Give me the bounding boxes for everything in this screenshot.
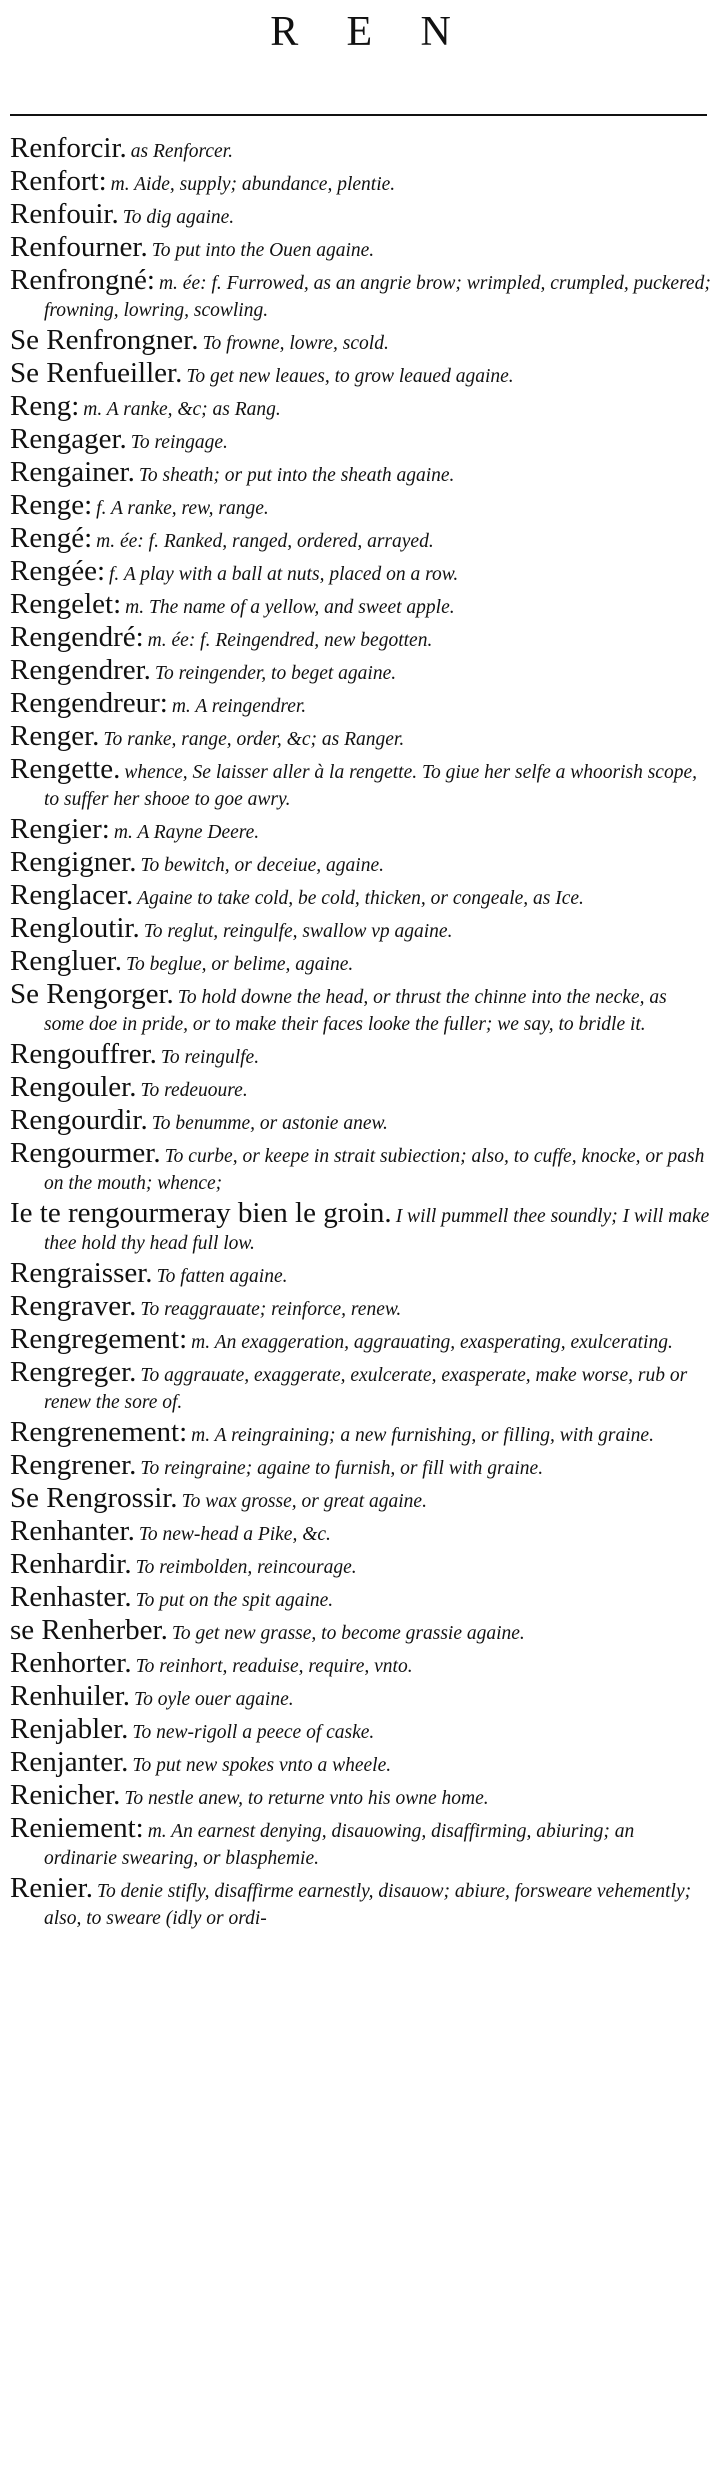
- dictionary-entry: [10, 1416, 711, 1449]
- entry-headword: Rengier:: [10, 813, 110, 845]
- entry-headword: se Renherber.: [10, 1614, 168, 1646]
- dictionary-entry: [10, 1779, 711, 1812]
- entry-definition: To put into the Ouen againe.: [151, 240, 375, 261]
- entry-headword: Renicher.: [10, 1779, 121, 1811]
- entry-definition: To new-head a Pike, &c.: [138, 1524, 331, 1545]
- dictionary-entry: [10, 912, 711, 945]
- entry-definition: whence, Se laisser aller à la rengette. To giue her selfe a whoorish scope, to suffer her shooe to goe awry.: [44, 762, 697, 810]
- dictionary-entry: [10, 1257, 711, 1290]
- dictionary-entry: [10, 813, 711, 846]
- entry-headword: Renglacer.: [10, 879, 134, 911]
- entry-definition: To wax grosse, or great againe.: [181, 1491, 427, 1512]
- entry-definition: m. An earnest denying, disauowing, disaffirming, abiuring; an ordinarie swearing, or blasphemie.: [44, 1821, 635, 1869]
- dictionary-entry: [10, 231, 711, 264]
- dictionary-entry: [10, 324, 711, 357]
- dictionary-entry: [10, 1038, 711, 1071]
- entry-definition: To curbe, or keepe in strait subiection; also, to cuffe, knocke, or pash on the mouth; whence;: [44, 1146, 705, 1194]
- dictionary-entry: [10, 978, 711, 1038]
- entry-headword: Rengouffrer.: [10, 1038, 157, 1070]
- entry-headword: Renge:: [10, 489, 93, 521]
- entry-headword: Rengraver.: [10, 1290, 137, 1322]
- entry-definition: To put new spokes vnto a wheele.: [132, 1755, 392, 1776]
- entry-definition: To aggrauate, exaggerate, exulcerate, exasperate, make worse, rub or renew the sore of.: [44, 1365, 688, 1413]
- entry-definition: m. A reingraining; a new furnishing, or filling, with graine.: [191, 1425, 654, 1446]
- dictionary-entry: [10, 1197, 711, 1257]
- dictionary-entry: [10, 456, 711, 489]
- entry-headword: Rengé:: [10, 522, 93, 554]
- entry-headword: Renfrongné:: [10, 264, 155, 296]
- entry-definition: To reingender, to beget againe.: [154, 663, 397, 684]
- entry-headword: Rengigner.: [10, 846, 137, 878]
- entry-headword: Rengager.: [10, 423, 127, 455]
- entry-definition: To new-rigoll a peece of caske.: [132, 1722, 375, 1743]
- dictionary-entry: [10, 687, 711, 720]
- entry-definition: m. An exaggeration, aggrauating, exasperating, exulcerating.: [191, 1332, 673, 1353]
- entry-headword: Rengée:: [10, 555, 106, 587]
- dictionary-entry: [10, 1323, 711, 1356]
- entry-definition: To put on the spit againe.: [135, 1590, 334, 1611]
- entry-headword: Rengrenement:: [10, 1416, 188, 1448]
- entry-definition: Againe to take cold, be cold, thicken, or congeale, as Ice.: [137, 888, 584, 909]
- dictionary-entry: [10, 1482, 711, 1515]
- entry-definition: To reaggrauate; reinforce, renew.: [140, 1299, 402, 1320]
- dictionary-entry: [10, 1581, 711, 1614]
- dictionary-entry: [10, 1614, 711, 1647]
- entry-headword: Se Renfrongner.: [10, 324, 199, 356]
- dictionary-entry: [10, 753, 711, 813]
- dictionary-entry: [10, 846, 711, 879]
- running-head: R E N: [270, 9, 470, 55]
- entry-definition: To reingage.: [130, 432, 228, 453]
- entry-headword: Rengluer.: [10, 945, 122, 977]
- dictionary-entry: [10, 1515, 711, 1548]
- entry-headword: Renhardir.: [10, 1548, 132, 1580]
- entry-headword: Rengainer.: [10, 456, 135, 488]
- entry-headword: Renhaster.: [10, 1581, 132, 1613]
- entry-definition: To dig againe.: [122, 207, 235, 228]
- dictionary-entry: [10, 198, 711, 231]
- entry-headword: Renhorter.: [10, 1647, 132, 1679]
- dictionary-entry: [10, 654, 711, 687]
- dictionary-entry: [10, 165, 711, 198]
- entry-headword: Rengendrer.: [10, 654, 151, 686]
- dictionary-entry: [10, 1449, 711, 1482]
- dictionary-entry: [10, 522, 711, 555]
- dictionary-entry: [10, 1104, 711, 1137]
- dictionary-entry: [10, 489, 711, 522]
- entry-headword: Rengraisser.: [10, 1257, 153, 1289]
- entry-definition: To oyle ouer againe.: [134, 1689, 294, 1710]
- entry-definition: To reglut, reingulfe, swallow vp againe.: [143, 921, 453, 942]
- dictionary-entry: [10, 621, 711, 654]
- entry-definition: To fatten againe.: [156, 1266, 288, 1287]
- entry-definition: m. Aide, supply; abundance, plentie.: [110, 174, 396, 195]
- entry-definition: m. ée: f. Reingendred, new begotten.: [147, 630, 433, 651]
- entry-definition: m. The name of a yellow, and sweet apple.: [125, 597, 455, 618]
- dictionary-entry: [10, 423, 711, 456]
- dictionary-entry: [10, 879, 711, 912]
- entry-headword: Rengrener.: [10, 1449, 137, 1481]
- entry-definition: To frowne, lowre, scold.: [202, 333, 389, 354]
- entry-definition: To reinhort, readuise, require, vnto.: [135, 1656, 413, 1677]
- dictionary-entry: [10, 1647, 711, 1680]
- entry-definition: m. ée: f. Ranked, ranged, ordered, arrayed.: [96, 531, 434, 552]
- entry-headword: Ie te rengourmeray bien le groin.: [10, 1197, 392, 1229]
- dictionary-entry: [10, 1680, 711, 1713]
- entry-headword: Rengreger.: [10, 1356, 137, 1388]
- entry-definition: I will pummell thee soundly; I will make thee hold thy head full low.: [44, 1206, 710, 1254]
- entry-definition: f. A ranke, rew, range.: [96, 498, 269, 519]
- entry-headword: Rengendré:: [10, 621, 144, 653]
- dictionary-entry: [10, 720, 711, 753]
- entry-headword: Renier.: [10, 1872, 93, 1904]
- dictionary-entry: [10, 132, 711, 165]
- entry-definition: To reimbolden, reincourage.: [135, 1557, 357, 1578]
- dictionary-entry: [10, 1872, 711, 1932]
- entry-headword: Renger.: [10, 720, 100, 752]
- entry-headword: Renjanter.: [10, 1746, 129, 1778]
- entry-headword: Rengouler.: [10, 1071, 137, 1103]
- entry-headword: Rengelet:: [10, 588, 122, 620]
- entry-headword: Rengourdir.: [10, 1104, 148, 1136]
- entry-headword: Se Rengorger.: [10, 978, 174, 1010]
- entry-headword: Renfort:: [10, 165, 107, 197]
- entry-definition: m. A Rayne Deere.: [113, 822, 260, 843]
- entry-definition: To reingulfe.: [160, 1047, 260, 1068]
- entry-definition: m. A ranke, &c; as Rang.: [83, 399, 281, 420]
- entry-headword: Renfouir.: [10, 198, 119, 230]
- entry-list: [10, 132, 711, 1932]
- dictionary-entry: [10, 357, 711, 390]
- dictionary-entry: [10, 390, 711, 423]
- dictionary-entry: [10, 1713, 711, 1746]
- dictionary-entry: [10, 264, 711, 324]
- entry-definition: To nestle anew, to returne vnto his owne home.: [124, 1788, 489, 1809]
- entry-headword: Rengourmer.: [10, 1137, 161, 1169]
- entry-definition: To hold downe the head, or thrust the chinne into the necke, as some doe in pride, or to make their faces looke the fuller; we say, to bridle it.: [44, 987, 667, 1035]
- entry-headword: Renhuiler.: [10, 1680, 131, 1712]
- entry-definition: f. A play with a ball at nuts, placed on a row.: [109, 564, 459, 585]
- entry-definition: To denie stifly, disaffirme earnestly, disauow; abiure, forsweare vehemently; also, to sweare (idly or ordi-: [44, 1881, 692, 1929]
- entry-headword: Rengendreur:: [10, 687, 168, 719]
- entry-headword: Se Renfueiller.: [10, 357, 183, 389]
- entry-headword: Renhanter.: [10, 1515, 135, 1547]
- entry-definition: To get new grasse, to become grassie againe.: [171, 1623, 525, 1644]
- entry-definition: m. ée: f. Furrowed, as an angrie brow; wrimpled, crumpled, puckered; frowning, lowring, scowling.: [44, 273, 711, 321]
- entry-headword: Reniement:: [10, 1812, 144, 1844]
- entry-definition: To benumme, or astonie anew.: [151, 1113, 388, 1134]
- entry-headword: Reng:: [10, 390, 80, 422]
- dictionary-entry: [10, 1071, 711, 1104]
- entry-definition: as Renforcer.: [130, 141, 233, 162]
- entry-definition: To ranke, range, order, &c; as Ranger.: [103, 729, 405, 750]
- dictionary-entry: [10, 1746, 711, 1779]
- entry-headword: Rengette.: [10, 753, 121, 785]
- entry-headword: Rengregement:: [10, 1323, 188, 1355]
- dictionary-entry: [10, 1137, 711, 1197]
- entry-headword: Renfourner.: [10, 231, 148, 263]
- entry-headword: Rengloutir.: [10, 912, 140, 944]
- entry-definition: To redeuoure.: [140, 1080, 248, 1101]
- dictionary-entry: [10, 1548, 711, 1581]
- dictionary-entry: [10, 1356, 711, 1416]
- dictionary-entry: [10, 555, 711, 588]
- entry-definition: To get new leaues, to grow leaued againe.: [186, 366, 514, 387]
- entry-headword: Renforcir.: [10, 132, 127, 164]
- dictionary-entry: [10, 945, 711, 978]
- header-rule: [10, 114, 707, 116]
- entry-definition: m. A reingendrer.: [171, 696, 307, 717]
- entry-definition: To beglue, or belime, againe.: [125, 954, 354, 975]
- dictionary-entry: [10, 1290, 711, 1323]
- entry-headword: Se Rengrossir.: [10, 1482, 178, 1514]
- entry-headword: Renjabler.: [10, 1713, 129, 1745]
- dictionary-entry: [10, 588, 711, 621]
- entry-definition: To bewitch, or deceiue, againe.: [140, 855, 384, 876]
- entry-definition: To reingraine; againe to furnish, or fill with graine.: [140, 1458, 544, 1479]
- entry-definition: To sheath; or put into the sheath againe.: [138, 465, 455, 486]
- dictionary-entry: [10, 1812, 711, 1872]
